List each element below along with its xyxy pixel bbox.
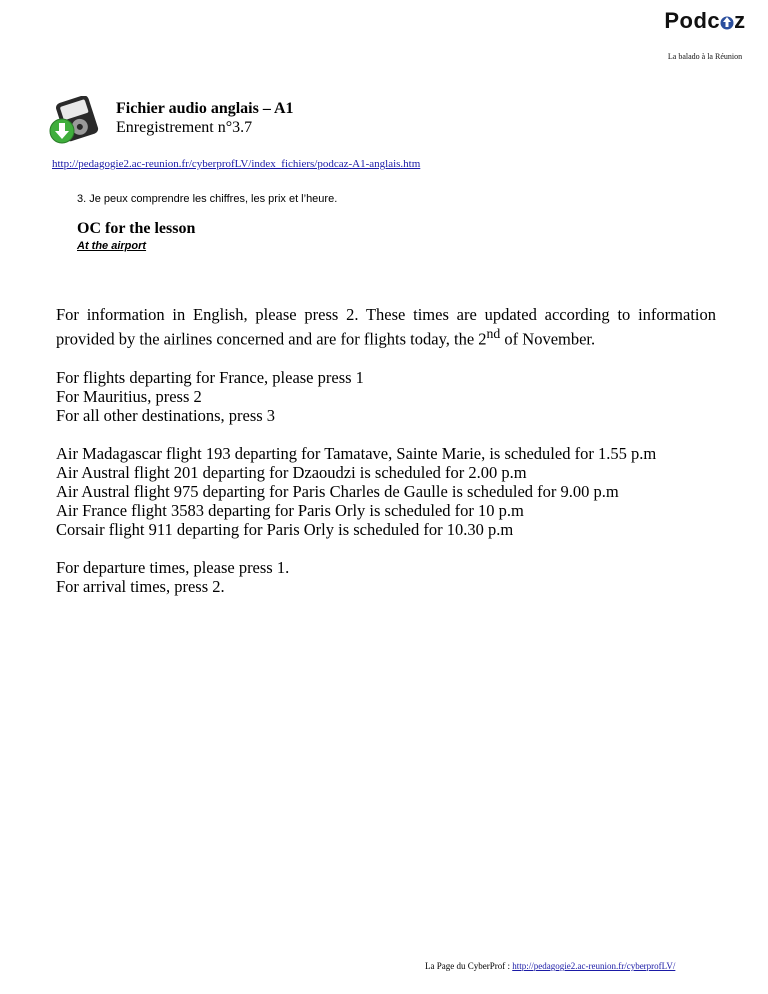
transcript [56, 305, 716, 615]
audio-download-icon [48, 96, 100, 146]
logo-wordmark: Podc z [664, 8, 746, 33]
transcript-intro: For information in English, please press 2. These times are updated according to information provided by the airlines concerned and are for flights today, the 2nd of November. [56, 305, 716, 349]
arrow-up-icon [720, 14, 734, 30]
menu-option: For flights departing for France, please press 1 [56, 367, 364, 387]
podcaz-logo [650, 8, 760, 61]
menu-option: For Mauritius, press 2 [56, 386, 202, 406]
document-title: Fichier audio anglais – A1 [116, 100, 294, 117]
flight-line: Air Austral flight 975 departing for Paris Charles de Gaulle is scheduled for 9.00 p.m [56, 481, 619, 501]
logo-tagline: La balado à la Réunion [667, 52, 743, 61]
footer-link[interactable]: http://pedagogie2.ac-reunion.fr/cyberprofLV/ [512, 961, 676, 971]
closing-line: For arrival times, press 2. [56, 576, 225, 596]
flight-line: Air France flight 3583 departing for Paris Orly is scheduled for 10 p.m [56, 500, 524, 520]
lesson-subheading: At the airport [77, 240, 147, 252]
page-footer [425, 961, 675, 971]
flight-list [56, 444, 716, 539]
flight-line: Air Austral flight 201 departing for Dzaoudzi is scheduled for 2.00 p.m [56, 462, 527, 482]
podcast-page-link[interactable]: http://pedagogie2.ac-reunion.fr/cyberprofLV/index_fichiers/podcaz-A1-anglais.htm [52, 158, 421, 170]
learning-objective: 3. Je peux comprendre les chiffres, les prix et l’heure. [77, 193, 338, 205]
footer-label: La Page du CyberProf : [425, 961, 513, 971]
closing-options [56, 558, 716, 596]
flight-line: Corsair flight 911 departing for Paris Orly is scheduled for 10.30 p.m [56, 519, 514, 539]
menu-option: For all other destinations, press 3 [56, 405, 276, 425]
closing-line: For departure times, please press 1. [56, 557, 290, 577]
recording-number: Enregistrement n°3.7 [116, 119, 253, 136]
menu-options [56, 368, 716, 425]
lesson-heading: OC for the lesson [77, 220, 196, 237]
flight-line: Air Madagascar flight 193 departing for Tamatave, Sainte Marie, is scheduled for 1.55 p.m [56, 443, 657, 463]
